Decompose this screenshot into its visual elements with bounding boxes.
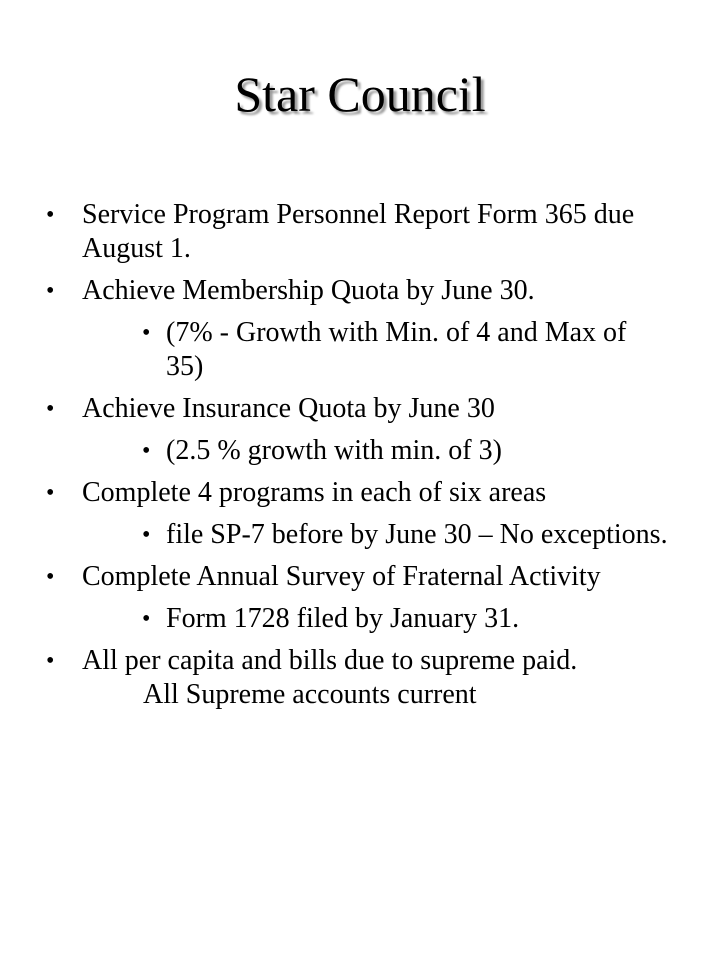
bullet-text: Achieve Membership Quota by June 30. bbox=[82, 275, 535, 306]
bullet-list bbox=[0, 198, 720, 720]
bullet-item bbox=[0, 644, 720, 712]
bullet-text: Service Program Personnel Report Form 365 due August 1. bbox=[82, 199, 635, 264]
bullet-dot-icon: • bbox=[46, 564, 55, 590]
bullet-item bbox=[0, 198, 720, 266]
sub-bullet-item bbox=[0, 602, 720, 636]
bullet-dot-icon: • bbox=[142, 438, 151, 464]
sub-bullet-text: (2.5 % growth with min. of 3) bbox=[166, 435, 502, 466]
bullet-dot-icon: • bbox=[46, 396, 55, 422]
bullet-item bbox=[0, 560, 720, 594]
bullet-dot-icon: • bbox=[142, 522, 151, 548]
bullet-dot-icon: • bbox=[142, 320, 151, 346]
bullet-dot-icon: • bbox=[142, 606, 151, 632]
sub-bullet-item bbox=[0, 316, 720, 384]
bullet-dot-icon: • bbox=[46, 480, 55, 506]
sub-bullet-text: file SP-7 before by June 30 – No exceptions. bbox=[166, 519, 668, 550]
bullet-text: Complete 4 programs in each of six areas bbox=[82, 477, 547, 508]
bullet-dot-icon: • bbox=[46, 278, 55, 304]
slide-title: Star Council bbox=[234, 66, 486, 122]
bullet-item bbox=[0, 274, 720, 308]
bullet-dot-icon: • bbox=[46, 648, 55, 674]
bullet-item bbox=[0, 476, 720, 510]
sub-bullet-text: (7% - Growth with Min. of 4 and Max of 35) bbox=[166, 317, 627, 382]
sub-bullet-item bbox=[0, 434, 720, 468]
bullet-text: All per capita and bills due to supreme paid. bbox=[82, 645, 578, 676]
bullet-continuation-text: All Supreme accounts current bbox=[143, 679, 477, 710]
bullet-text: Complete Annual Survey of Fraternal Activity bbox=[82, 561, 601, 592]
bullet-dot-icon: • bbox=[46, 202, 55, 228]
bullet-text: Achieve Insurance Quota by June 30 bbox=[82, 393, 495, 424]
sub-bullet-text: Form 1728 filed by January 31. bbox=[166, 603, 520, 634]
bullet-item bbox=[0, 392, 720, 426]
sub-bullet-item bbox=[0, 518, 720, 552]
